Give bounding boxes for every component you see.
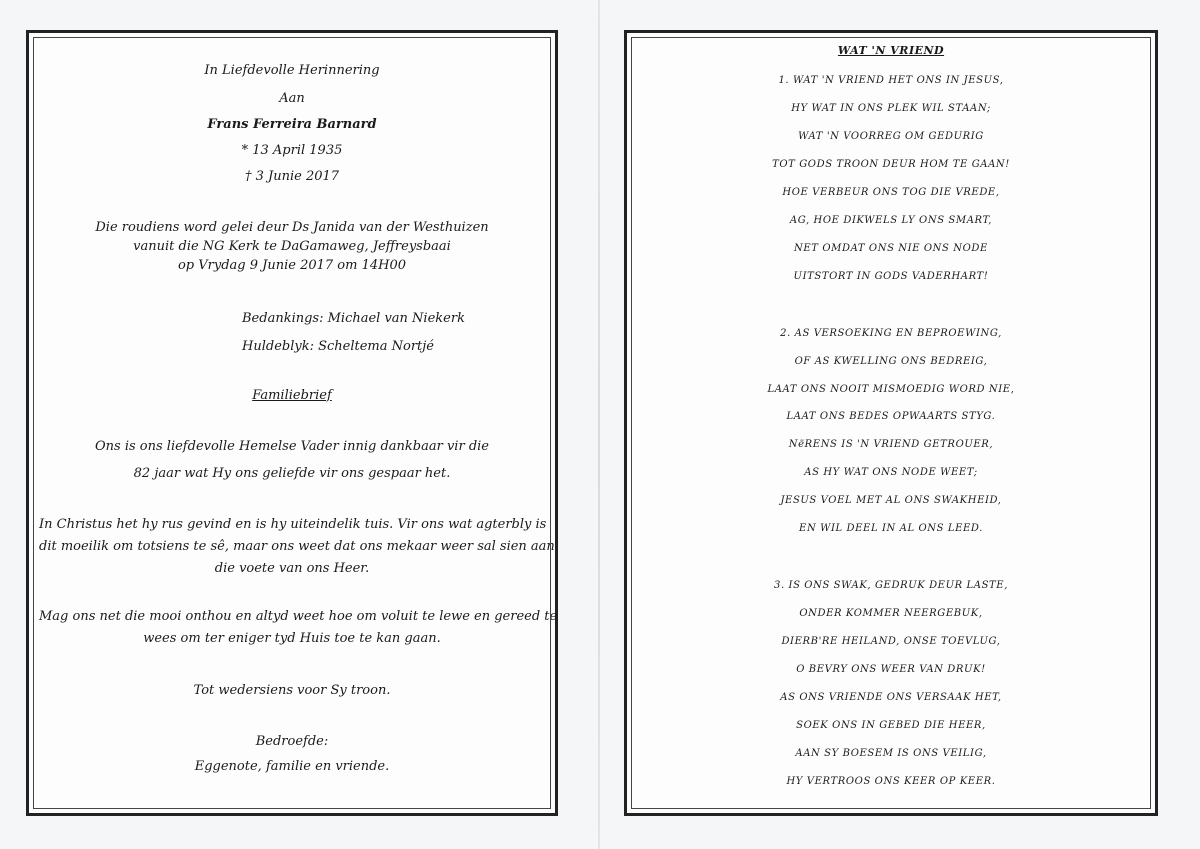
verse3-line-3: DIERB'RE HEILAND, ONSE TOEVLUG, bbox=[781, 636, 1001, 647]
verse1-line-2: HY WAT IN ONS PLEK WIL STAAN; bbox=[791, 103, 991, 114]
paragraph3-line-2: wees om ter eniger tyd Huis toe te kan gaan. bbox=[143, 631, 441, 646]
verse3-line-7: AAN SY BOESEM IS ONS VEILIG, bbox=[795, 748, 987, 759]
verse2-line-6: AS HY WAT ONS NODE WEET; bbox=[804, 467, 978, 478]
letter-title: Familiebrief bbox=[252, 388, 332, 403]
verse3-line-8: HY VERTROOS ONS KEER OP KEER. bbox=[786, 776, 996, 787]
verse1-line-3: WAT 'N VOORREG OM GEDURIG bbox=[798, 131, 984, 142]
page-fold bbox=[598, 0, 600, 849]
hymn-title: WAT 'N VRIEND bbox=[837, 44, 945, 57]
verse1-line-4: TOT GODS TROON DEUR HOM TE GAAN! bbox=[772, 159, 1010, 170]
verse2-line-2: OF AS KWELLING ONS BEDREIG, bbox=[794, 356, 988, 367]
right-page-frame bbox=[624, 30, 1158, 816]
verse2-line-3: LAAT ONS NOOIT MISMOEDIG WORD NIE, bbox=[767, 384, 1015, 395]
verse1-line-8: UITSTORT IN GODS VADERHART! bbox=[793, 271, 989, 282]
verse3-line-2: ONDER KOMMER NEERGEBUK, bbox=[799, 608, 983, 619]
left-page-frame bbox=[26, 30, 558, 816]
bereaved-label: Bedroefde: bbox=[255, 734, 329, 749]
service-line-2: vanuit die NG Kerk te DaGamaweg, Jeffreysbaai bbox=[133, 239, 451, 254]
verse3-line-5: AS ONS VRIENDE ONS VERSAAK HET, bbox=[780, 692, 1002, 703]
paragraph2-line-1: In Christus het hy rus gevind en is hy uiteindelik tuis. Vir ons wat agterbly is bbox=[39, 517, 547, 532]
verse2-line-1: 2. AS VERSOEKING EN BEPROEWING, bbox=[780, 328, 1002, 339]
thanks-line: Bedankings: Michael van Niekerk bbox=[242, 311, 465, 326]
tribute-line: Huldeblyk: Scheltema Nortjé bbox=[242, 339, 434, 354]
bereaved-line: Eggenote, familie en vriende. bbox=[194, 759, 390, 774]
service-line-1: Die roudiens word gelei deur Ds Janida van der Westhuizen bbox=[95, 220, 489, 235]
aan-label: Aan bbox=[279, 91, 305, 106]
verse1-line-1: 1. WAT 'N VRIEND HET ONS IN JESUS, bbox=[778, 75, 1004, 86]
deceased-name: Frans Ferreira Barnard bbox=[207, 117, 377, 132]
paragraph1-line-2: 82 jaar wat Hy ons geliefde vir ons gespaar het. bbox=[133, 466, 451, 481]
right-page-content bbox=[637, 41, 1145, 805]
paragraph1-line-1: Ons is ons liefdevolle Hemelse Vader innig dankbaar vir die bbox=[95, 439, 489, 454]
service-line-3: op Vrydag 9 Junie 2017 om 14H00 bbox=[177, 258, 407, 273]
farewell-line: Tot wedersiens voor Sy troon. bbox=[193, 683, 391, 698]
paragraph2-line-2: dit moeilik om totsiens te sê, maar ons weet dat ons mekaar weer sal sien aan bbox=[39, 539, 555, 554]
verse3-line-4: O BEVRY ONS WEER VAN DRUK! bbox=[796, 664, 986, 675]
verse1-line-6: AG, HOE DIKWELS LY ONS SMART, bbox=[789, 215, 993, 226]
paragraph2-line-3: die voete van ons Heer. bbox=[214, 561, 370, 576]
verse3-line-6: SOEK ONS IN GEBED DIE HEER, bbox=[796, 720, 986, 731]
memorial-heading: In Liefdevolle Herinnering bbox=[204, 63, 380, 78]
verse2-line-7: JESUS VOEL MET AL ONS SWAKHEID, bbox=[780, 495, 1002, 506]
death-date: † 3 Junie 2017 bbox=[244, 169, 340, 184]
verse2-line-8: EN WIL DEEL IN AL ONS LEED. bbox=[799, 523, 983, 534]
verse2-line-5: NëRENS IS 'N VRIEND GETROUER, bbox=[788, 439, 994, 450]
verse1-line-7: NET OMDAT ONS NIE ONS NODE bbox=[794, 243, 988, 254]
verse3-line-1: 3. IS ONS SWAK, GEDRUK DEUR LASTE, bbox=[774, 580, 1008, 591]
verse2-line-4: LAAT ONS BEDES OPWAARTS STYG. bbox=[786, 411, 996, 422]
paragraph3-line-1: Mag ons net die mooi onthou en altyd weet hoe om voluit te lewe en gereed te bbox=[39, 609, 558, 624]
verse1-line-5: HOE VERBEUR ONS TOG DIE VREDE, bbox=[782, 187, 1000, 198]
left-page-content bbox=[39, 41, 558, 805]
birth-date: * 13 April 1935 bbox=[241, 143, 343, 158]
